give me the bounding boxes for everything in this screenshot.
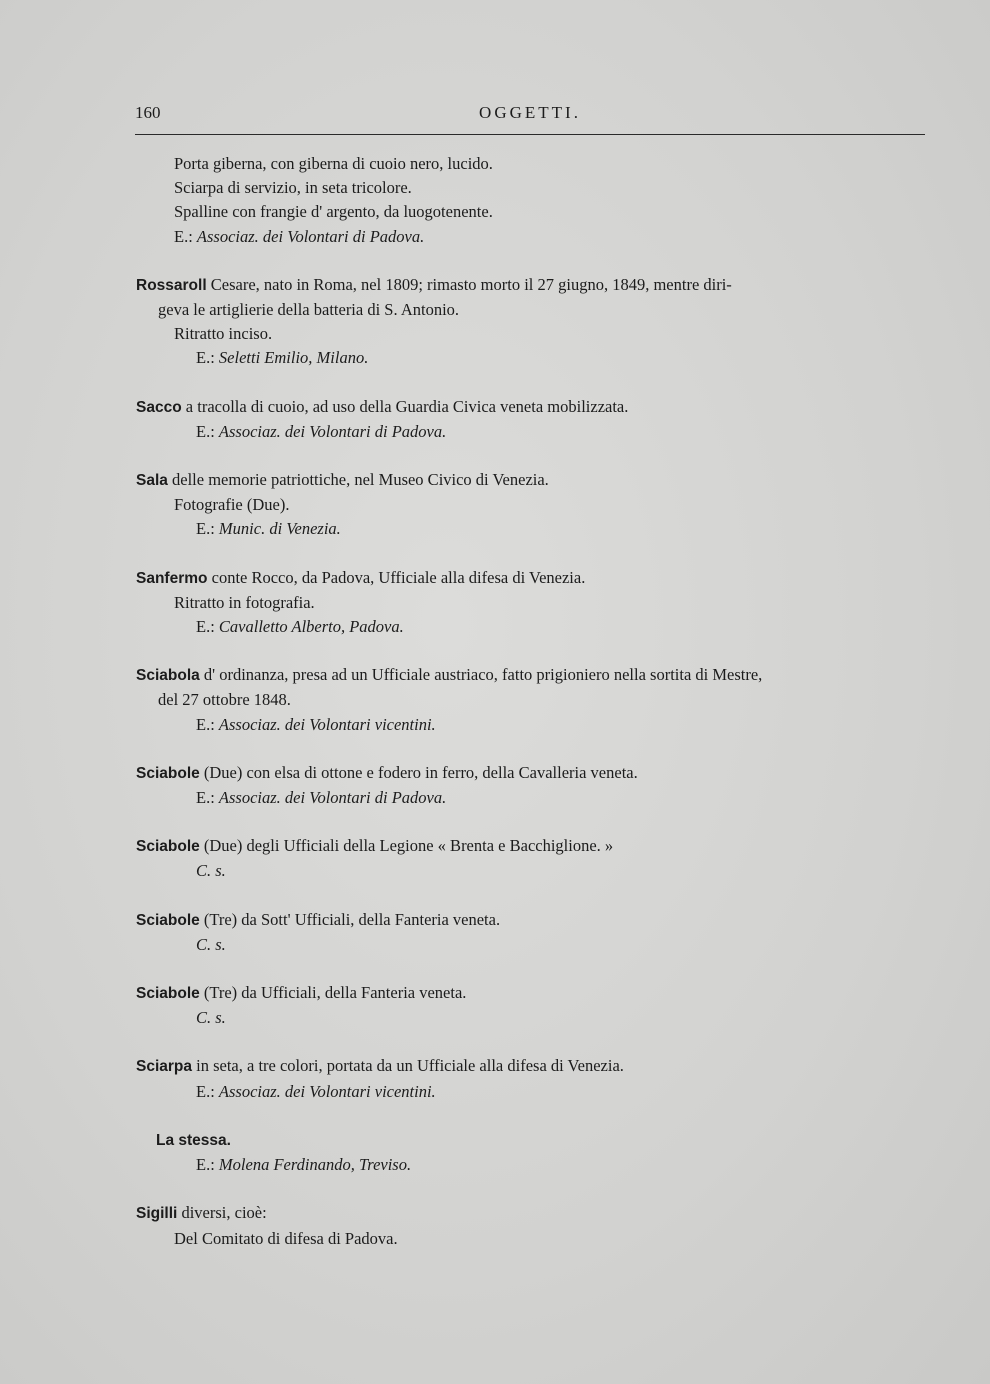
entry-headword: Sciarpa <box>136 1058 193 1076</box>
catalog-entry <box>136 1128 926 1177</box>
entry-headword: La stessa. <box>156 1131 231 1149</box>
entry-source <box>136 1153 926 1177</box>
page-header <box>135 103 925 129</box>
entry-headword: Sciabole <box>136 838 200 856</box>
entry-line: Porta giberna, con giberna di cuoio nero, lucido. <box>174 154 493 173</box>
entry-first-line <box>136 834 926 859</box>
source-name: Associaz. dei Volontari di Padova. <box>218 421 447 441</box>
entry-text: conte Rocco, da Padova, Ufficiale alla difesa di Venezia. <box>207 567 586 587</box>
entry-headword: Sciabole <box>136 985 200 1003</box>
source-name: Associaz. dei Volontari vicentini. <box>218 714 436 734</box>
entry-first-line <box>136 273 926 298</box>
catalog-entry <box>136 908 926 957</box>
source-name: C. s. <box>196 934 226 954</box>
source-name: C. s. <box>196 1008 226 1028</box>
entry-source <box>136 1006 926 1030</box>
entry-source <box>136 1080 926 1104</box>
entry-source <box>136 225 926 249</box>
catalog-entry <box>136 395 926 444</box>
catalog-entry <box>136 761 926 810</box>
entry-note: Ritratto in fotografia. <box>174 592 315 612</box>
entry-first-line <box>136 908 926 933</box>
source-prefix: E.: <box>196 617 219 637</box>
entry-text: delle memorie patriottiche, nel Museo Civico di Venezia. <box>167 470 549 490</box>
entry-source <box>136 420 926 444</box>
catalog-entry <box>136 834 926 883</box>
entry-first-line <box>136 1054 926 1079</box>
entry-headword: Sciabole <box>136 911 200 929</box>
entry-text: (Tre) da Sott' Ufficiali, della Fanteria veneta. <box>199 909 501 929</box>
source-prefix: E.: <box>196 348 219 368</box>
entry-note: Ritratto inciso. <box>174 324 273 344</box>
source-name: Associaz. dei Volontari di Padova. <box>218 788 447 808</box>
header-rule <box>135 134 925 135</box>
entry-source <box>136 346 926 370</box>
entry-text: a tracolla di cuoio, ad uso della Guardia Civica veneta mobilizzata. <box>181 396 629 416</box>
source-prefix: E.: <box>196 519 219 539</box>
catalog-entry <box>136 152 926 249</box>
catalog-entry <box>136 566 926 640</box>
entry-headword: Sciabola <box>136 667 200 685</box>
entry-headword: Rossaroll <box>136 276 207 294</box>
entry-headword: Sigilli <box>136 1205 178 1223</box>
entry-text: d' ordinanza, presa ad un Ufficiale austriaco, fatto prigioniero nella sortita di Mestre, <box>199 665 763 685</box>
source-name: C. s. <box>196 861 226 881</box>
entry-text: (Tre) da Ufficiali, della Fanteria veneta. <box>199 983 467 1003</box>
catalog-entry <box>136 981 926 1030</box>
catalog-entry <box>136 1054 926 1103</box>
source-name: Seletti Emilio, Milano. <box>218 348 369 368</box>
entry-source <box>136 517 926 541</box>
running-head: OGGETTI. <box>479 103 581 122</box>
source-prefix: E.: <box>196 1081 219 1101</box>
entry-first-line <box>136 468 926 493</box>
entry-source <box>136 713 926 737</box>
entry-source <box>136 933 926 957</box>
entry-first-line <box>136 1201 926 1226</box>
entry-text: Cesare, nato in Roma, nel 1809; rimasto morto il 27 giugno, 1849, mentre diri- <box>206 274 732 294</box>
catalog-body <box>136 152 926 1275</box>
entry-first-line <box>136 981 926 1006</box>
source-name: Associaz. dei Volontari vicentini. <box>218 1081 436 1101</box>
entry-continuation: geva le artiglierie della batteria di S. Antonio. <box>158 300 460 320</box>
source-prefix: E.: <box>196 788 219 808</box>
page-number: 160 <box>135 103 161 122</box>
source-prefix: E.: <box>174 226 197 246</box>
source-prefix: E.: <box>196 714 219 734</box>
source-prefix: E.: <box>196 1155 219 1175</box>
entry-source <box>136 859 926 883</box>
entry-note: Del Comitato di difesa di Padova. <box>174 1228 398 1248</box>
entry-source <box>136 786 926 810</box>
entry-first-line <box>136 761 926 786</box>
entry-text: diversi, cioè: <box>177 1203 267 1223</box>
source-name: Munic. di Venezia. <box>218 519 341 539</box>
catalog-entry <box>136 273 926 371</box>
entry-text: (Due) degli Ufficiali della Legione « Brenta e Bacchiglione. » <box>199 836 614 856</box>
catalog-entry <box>136 1201 926 1250</box>
entry-line: Sciarpa di servizio, in seta tricolore. <box>174 178 412 198</box>
source-prefix: E.: <box>196 421 219 441</box>
catalog-entry <box>136 468 926 542</box>
entry-headword: Sanfermo <box>136 569 208 587</box>
entry-continuation: del 27 ottobre 1848. <box>158 690 291 710</box>
entry-first-line <box>136 1128 926 1153</box>
entry-text: (Due) con elsa di ottone e fodero in ferro, della Cavalleria veneta. <box>199 762 638 782</box>
catalog-entry <box>136 663 926 737</box>
entry-first-line <box>136 566 926 591</box>
source-name: Cavalletto Alberto, Padova. <box>218 617 404 637</box>
entry-first-line <box>136 395 926 420</box>
source-name: Associaz. dei Volontari di Padova. <box>196 226 425 246</box>
entry-text: in seta, a tre colori, portata da un Ufficiale alla difesa di Venezia. <box>192 1056 624 1076</box>
entry-headword: Sciabole <box>136 764 200 782</box>
entry-note: Fotografie (Due). <box>174 495 290 515</box>
entry-source <box>136 615 926 639</box>
entry-headword: Sala <box>136 472 168 490</box>
entry-headword: Sacco <box>136 398 182 416</box>
entry-first-line <box>136 663 926 688</box>
entry-line: Spalline con frangie d' argento, da luogotenente. <box>174 202 493 222</box>
source-name: Molena Ferdinando, Treviso. <box>218 1155 412 1175</box>
